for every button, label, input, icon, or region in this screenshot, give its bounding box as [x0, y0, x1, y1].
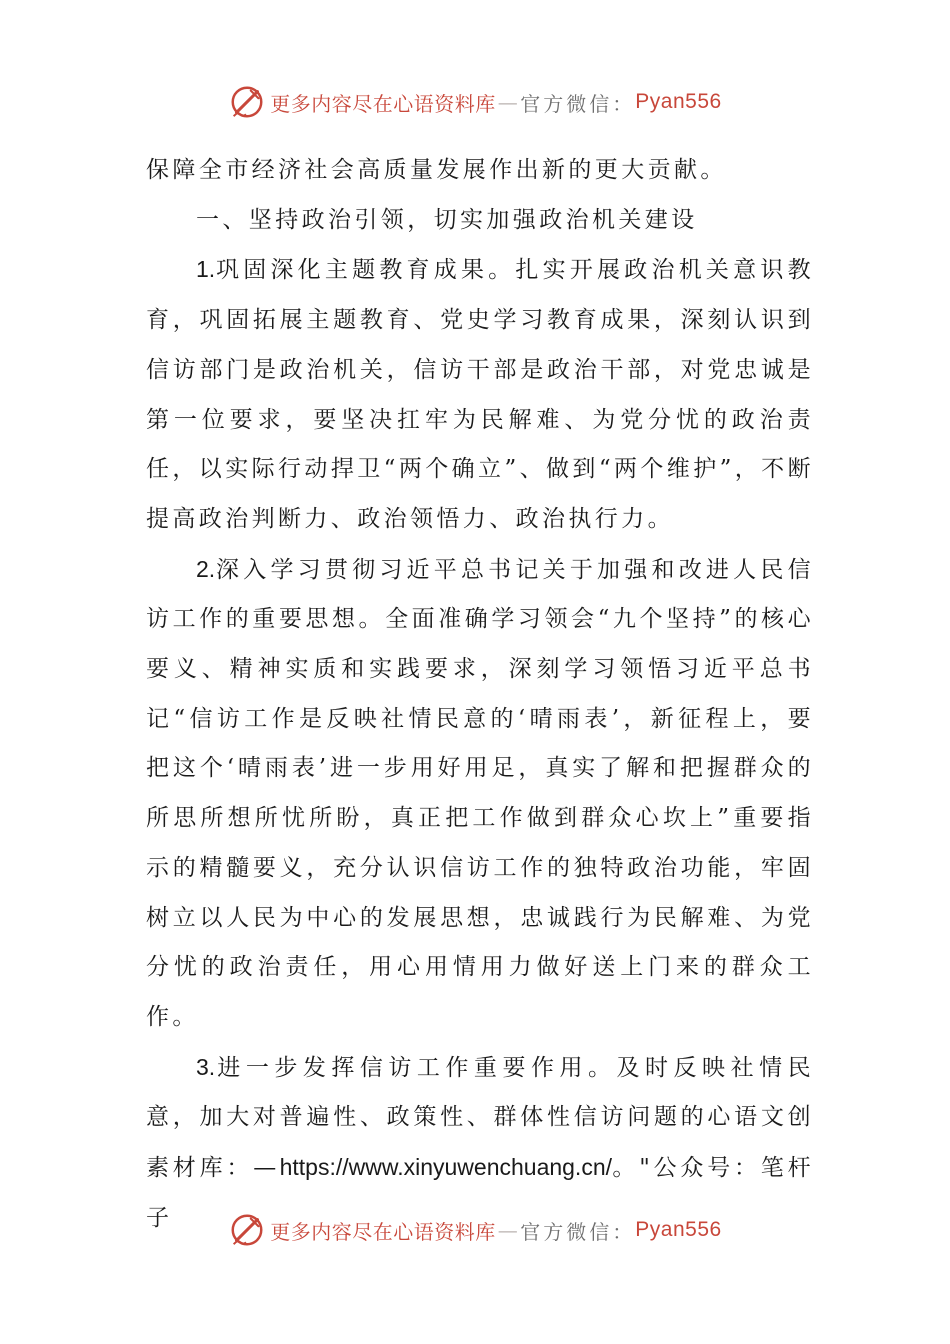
watermark-main-text: 更多内容尽在心语资料库: [270, 91, 496, 116]
paragraph-tail: 。"公众号：笔杆子: [146, 1155, 815, 1231]
footer-watermark: [0, 1210, 950, 1250]
paragraph-text: 深入学习贯彻习近平总书记关于加强和改进人民信访工作的重要思想。全面准确学习领会“九个坚持”的核心要义、精神实质和实践要求，深刻学习领悟习近平总书记“信访工作是反映社情民意的‘晴雨表’，新征程上，要把这个‘晴雨表’进一步用好用足，真实了解和把握群众的所思所想所忧所盼，真正把工作做到群众心坎上”重要指示的精髓要义，充分认识信访工作的独特政治功能，牢固树立以人民为中心的发展思想，忠诚践行为民解难、为党分忧的政治责任，用心用情用力做好送上门来的群众工作。: [146, 556, 814, 1030]
inline-url: https://www.xinyuwenchuang.cn/: [279, 1154, 613, 1181]
item-number: 1.: [196, 256, 216, 283]
paragraph-text: 巩固深化主题教育成果。扎实开展政治机关意识教育，巩固拓展主题教育、党史学习教育成果，深刻认识到信访部门是政治机关，信访干部是政治干部，对党忠诚是第一位要求，要坚决扛牢为民解难、为党分忧的政治责任，以实际行动捍卫“两个确立”、做到“两个维护”，不断提高政治判断力、政治领悟力、政治执行力。: [146, 257, 814, 532]
pen-seal-logo-icon: [228, 1211, 266, 1249]
watermark-wechat-label: 官方微信：: [520, 1219, 636, 1244]
item-number: 2.: [196, 555, 216, 582]
document-body: [146, 146, 814, 1243]
section-heading: [146, 196, 814, 246]
item-number: 3.: [196, 1053, 216, 1080]
header-watermark: [0, 82, 950, 122]
watermark-separator: —: [497, 90, 519, 114]
watermark-separator: —: [497, 1218, 519, 1242]
paragraph-item-2: [146, 545, 814, 1043]
pen-seal-logo-icon: [228, 83, 266, 121]
paragraph-text: 进一步发挥信访工作重要作用。及时反映社情民意，加大对普遍性、政策性、群体性信访问题的心语文创素材库：—: [146, 1054, 814, 1182]
watermark-wechat-label: 官方微信：: [520, 91, 636, 116]
watermark-wechat-id: Pyan556: [635, 90, 722, 113]
watermark-wechat-id: Pyan556: [635, 1218, 722, 1241]
paragraph-text: 保障全市经济社会高质量发展作出新的更大贡献。: [146, 157, 727, 183]
paragraph-continuation: [146, 146, 814, 196]
watermark-main-text: 更多内容尽在心语资料库: [270, 1219, 496, 1244]
paragraph-item-1: [146, 245, 814, 544]
section-heading-text: 一、坚持政治引领，切实加强政治机关建设: [196, 206, 698, 233]
